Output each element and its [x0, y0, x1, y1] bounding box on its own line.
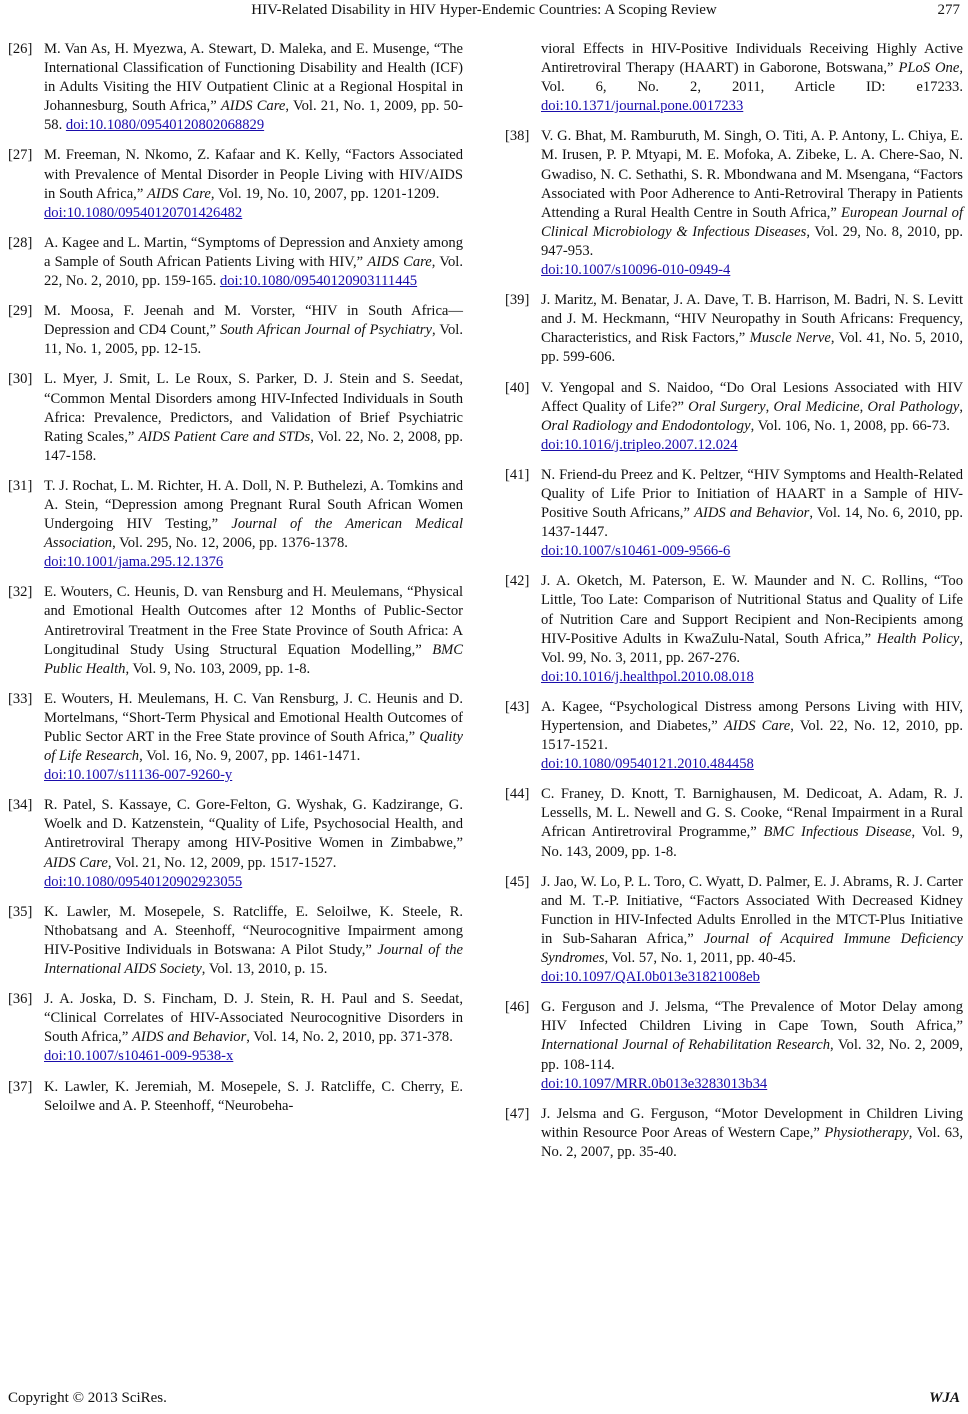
- doi-link[interactable]: doi:10.1097/QAI.0b013e31821008eb: [541, 969, 760, 986]
- journal-title: Oral Radiology and Endodontology: [541, 417, 751, 434]
- reference-segment: , Vol. 106, No. 1, 2008, pp. 66-73.: [750, 417, 950, 434]
- reference-segment: L. Myer, J. Smit, L. Le Roux, S. Parker, D. J. Stein and S. Seedat, “Common Mental Disorders among HIV-Infected Individuals in South Africa: Prevalence, Predictors, and Validation of Brief Psychiatric Rating Scales,”: [44, 371, 463, 445]
- reference-entry: [505, 291, 963, 367]
- reference-number: [31]: [8, 477, 33, 494]
- reference-text: [44, 583, 463, 678]
- reference-segment: T. J. Rochat, L. M. Richter, H. A. Doll, N. P. Buthelezi, A. Tomkins and A. Stein, “Depression among Pregnant Rural South African Women Undergoing HIV Testing,”: [44, 477, 463, 533]
- reference-segment: , Vol. 99, No. 3, 2011, pp. 267-276.: [541, 630, 963, 666]
- journal-title: AIDS Care: [146, 185, 211, 202]
- reference-number: [38]: [505, 128, 530, 145]
- reference-number: [32]: [8, 584, 33, 601]
- reference-segment: M. Moosa, F. Jeenah and M. Vorster, “HIV in South Africa—Depression and CD4 Count,”: [44, 303, 463, 339]
- reference-number: [39]: [505, 292, 530, 309]
- journal-title: BMC Infectious Disease: [763, 824, 912, 841]
- reference-segment: , Vol. 16, No. 9, 2007, pp. 1461-1471.: [139, 748, 361, 765]
- journal-title: AIDS Care: [367, 253, 432, 270]
- running-title: HIV-Related Disability in HIV Hyper-Endemic Countries: A Scoping Review: [251, 2, 717, 18]
- reference-entry: [505, 127, 963, 280]
- journal-title: Journal of the American Medical Association: [44, 516, 463, 552]
- reference-segment: ,: [765, 398, 774, 415]
- doi-link[interactable]: doi:10.1371/journal.pone.0017233: [541, 98, 744, 115]
- reference-number: [505, 40, 541, 116]
- doi-link[interactable]: doi:10.1001/jama.295.12.1376: [44, 554, 224, 571]
- reference-segment: R. Patel, S. Kassaye, C. Gore-Felton, G. Wyshak, G. Kadzirange, G. Woelk and D. Katzenstein, “Quality of Life, Psychosocial Health, and Antiretroviral Therapy among HIV-Positive Women in Zimbabwe,”: [44, 797, 463, 852]
- references-left-column: [8, 40, 463, 1127]
- reference-segment: , Vol. 41, No. 5, 2010, pp. 599-606.: [541, 330, 964, 366]
- reference-number: [33]: [8, 690, 33, 707]
- reference-segment: ,: [959, 398, 963, 415]
- reference-number: [37]: [8, 1078, 33, 1095]
- reference-entry: [8, 796, 463, 891]
- doi-link[interactable]: doi:10.1080/09540121.2010.484458: [541, 756, 754, 773]
- reference-segment: J. Maritz, M. Benatar, J. A. Dave, T. B. Harrison, M. Badri, N. S. Levitt and J. M. Heckmann, “HIV Neuropathy in South Africans: Frequency, Characteristics, and Risk Factors,”: [541, 292, 963, 347]
- reference-segment: C. Franey, D. Knott, T. Barnighausen, M. Dedicoat, A. Adam, R. J. Lessells, M. L. Newell and G. S. Cooke, “Renal Impairment in a Rural African Antiretroviral Programme,”: [541, 786, 963, 841]
- reference-text: [541, 1105, 963, 1162]
- reference-segment: , Vol. 13, 2010, p. 15.: [201, 961, 328, 978]
- page-header: [0, 0, 968, 24]
- reference-number: [35]: [8, 903, 33, 920]
- reference-entry: [505, 466, 963, 561]
- reference-number: [45]: [505, 873, 530, 890]
- reference-entry: [8, 1078, 463, 1116]
- reference-segment: A. Kagee and L. Martin, “Symptoms of Depression and Anxiety among a Sample of South African Patients Living with HIV,”: [44, 234, 463, 270]
- journal-title: Journal of Acquired Immune Deficiency Syndromes: [541, 930, 963, 967]
- reference-segment: J. A. Oketch, M. Paterson, E. W. Maunder and N. C. Rollins, “Too Little, Too Late: Comparison of Nutritional Status and Quality of Life of Nutrition Care and Support Recipient and Non-Recipients among HIV-Positive Adults in KwaZulu-Natal, South Africa,”: [541, 573, 963, 647]
- journal-title: AIDS and Behavior: [694, 505, 810, 522]
- doi-link[interactable]: doi:10.1080/09540120902923055: [44, 873, 243, 890]
- reference-segment: , Vol. 9, No. 143, 2009, pp. 1-8.: [541, 824, 963, 860]
- doi-link[interactable]: doi:10.1007/s11136-007-9260-y: [44, 767, 233, 784]
- journal-title: AIDS Patient Care and STDs: [138, 428, 311, 445]
- reference-segment: N. Friend-du Preez and K. Peltzer, “HIV Symptoms and Health-Related Quality of Life Prior to Initiation of HAART in a Sample of HIV-Positive South Africans,”: [541, 466, 963, 522]
- reference-segment: , Vol. 9, No. 103, 2009, pp. 1-8.: [125, 660, 311, 677]
- reference-entry: [505, 998, 963, 1093]
- doi-link[interactable]: doi:10.1080/09540120903111445: [219, 273, 418, 290]
- reference-text: [541, 291, 963, 367]
- reference-text: [541, 466, 963, 561]
- journal-title: European Journal of Clinical Microbiology & Infectious Diseases: [541, 204, 963, 240]
- reference-text: [44, 302, 463, 359]
- page-number: 277: [937, 2, 960, 18]
- reference-segment: , Vol. 22, No. 2, 2008, pp. 147-158.: [44, 428, 463, 464]
- reference-text: [44, 903, 463, 979]
- reference-entry: [505, 785, 963, 861]
- reference-number: [46]: [505, 999, 530, 1016]
- reference-entry: [8, 302, 463, 359]
- reference-segment: E. Wouters, H. Meulemans, H. C. Van Rensburg, J. C. Heunis and D. Mortelmans, “Short-Term Physical and Emotional Health Outcomes of Public Sector ART in the Free State province of South Africa,”: [44, 690, 463, 745]
- reference-segment: , Vol. 295, No. 12, 2006, pp. 1376-1378.: [112, 535, 348, 552]
- doi-link[interactable]: doi:10.1007/s10461-009-9566-6: [541, 543, 731, 560]
- reference-segment: , Vol. 22, No. 12, 2010, pp. 1517-1521.: [541, 718, 964, 754]
- copyright-notice: Copyright © 2013 SciRes.: [8, 1390, 167, 1406]
- reference-text: [541, 785, 963, 861]
- reference-segment: , Vol. 6, No. 2, 2011, Article ID: e17233.: [541, 60, 963, 96]
- reference-entry: [8, 234, 463, 291]
- reference-segment: , Vol. 32, No. 2, 2009, pp. 108-114.: [541, 1037, 964, 1073]
- reference-number: [28]: [8, 234, 33, 251]
- reference-segment: K. Lawler, K. Jeremiah, M. Mosepele, S. J. Ratcliffe, C. Cherry, E. Seloilwe and A. P. Steenhoff, “Neurobeha-: [44, 1078, 463, 1114]
- reference-entry: [8, 903, 463, 979]
- reference-text: [541, 698, 963, 774]
- reference-segment: V. G. Bhat, M. Ramburuth, M. Singh, O. Titi, A. P. Antony, L. Chiya, E. M. Irusen, P. P. Mtyapi, M. E. Mofoka, A. Zibeke, L. A. Chere-Sao, N. Gwadiso, N. C. Sethathi, S. R. Mbondwana and M. Msengana, “Factors Associated with Poor Adherence to Anti-Retroviral Therapy in Patients Attending a Rural Health Centre in South Africa,”: [541, 128, 963, 221]
- reference-text: [44, 477, 463, 572]
- reference-text: [541, 572, 963, 687]
- reference-number: [30]: [8, 371, 33, 388]
- reference-text: [541, 998, 963, 1093]
- journal-title: AIDS Care: [44, 854, 108, 871]
- reference-number: [47]: [505, 1105, 530, 1122]
- reference-text: [44, 796, 463, 891]
- journal-title: Oral Surgery: [688, 398, 766, 415]
- journal-title: PLoS One: [898, 60, 960, 77]
- reference-segment: J. Jao, W. Lo, P. L. Toro, C. Wyatt, D. Palmer, E. J. Abrams, R. J. Carter and M. T.-P. Initiative, “Factors Associated With Decreased Kidney Function in HIV-Infected Adults Enrolled in the MTCT-Plus Initiative in Sub-Saharan Africa,”: [541, 873, 963, 947]
- reference-segment: vioral Effects in HIV-Positive Individuals Receiving Highly Active Antiretroviral Therapy (HAART) in Gaborone, Botswana,”: [541, 41, 963, 77]
- reference-number: [44]: [505, 786, 530, 803]
- reference-segment: M. Van As, H. Myezwa, A. Stewart, D. Maleka, and E. Musenge, “The International Classification of Functioning Disability and Health (ICF) in Adults Visiting the HIV Outpatient Clinic at a Regional Hospital in Johannesburg, South Africa,”: [44, 41, 463, 115]
- doi-link[interactable]: doi:10.1080/09540120701426482: [44, 204, 243, 221]
- reference-entry: [505, 1105, 963, 1162]
- reference-number: [41]: [505, 466, 530, 483]
- reference-text: [44, 990, 463, 1066]
- journal-title: AIDS and Behavior: [131, 1029, 247, 1046]
- journal-title: International Journal of Rehabilitation Research: [541, 1037, 830, 1054]
- journal-title: Physiotherapy: [824, 1124, 909, 1141]
- reference-text: [541, 127, 963, 280]
- reference-segment: A. Kagee, “Psychological Distress among Persons Living with HIV, Hypertension, and Diabetes,”: [541, 698, 963, 734]
- reference-text: [44, 370, 463, 465]
- reference-entry: [8, 370, 463, 465]
- reference-text: [541, 873, 963, 988]
- reference-number: [29]: [8, 303, 33, 320]
- doi-link[interactable]: doi:10.1016/j.tripleo.2007.12.024: [541, 436, 738, 453]
- reference-segment: , Vol. 11, No. 1, 2005, pp. 12-15.: [44, 322, 463, 358]
- doi-link[interactable]: doi:10.1080/09540120802068829: [65, 117, 265, 134]
- reference-segment: , Vol. 14, No. 2, 2010, pp. 371-378.: [246, 1029, 453, 1046]
- reference-text: [44, 234, 463, 291]
- reference-segment: K. Lawler, M. Mosepele, S. Ratcliffe, E. Seloilwe, K. Steele, R. Nthobatsang and A. Steenhoff, “Neurocognitive Impairment among HIV-Positive Individuals in Botswana: A Pilot Study,”: [44, 903, 463, 958]
- reference-segment: G. Ferguson and J. Jelsma, “The Prevalence of Motor Delay among HIV Infected Children Living in Cape Town, South Africa,”: [541, 999, 963, 1035]
- reference-entry: [8, 690, 463, 785]
- journal-title: Oral Medicine: [773, 398, 860, 415]
- reference-segment: , Vol. 19, No. 10, 2007, pp. 1201-1209.: [210, 185, 440, 202]
- journal-title: Muscle Nerve: [749, 330, 831, 347]
- reference-entry: [8, 146, 463, 222]
- journal-title: Health Policy: [876, 630, 960, 647]
- reference-entry: [505, 698, 963, 774]
- reference-text: [44, 1078, 463, 1116]
- doi-link[interactable]: doi:10.1097/MRR.0b013e3283013b34: [541, 1075, 768, 1092]
- references-right-column: [505, 40, 963, 1173]
- journal-title: AIDS Care: [723, 718, 791, 734]
- reference-entry: [505, 873, 963, 988]
- reference-segment: , Vol. 14, No. 6, 2010, pp. 1437-1447.: [541, 505, 963, 541]
- reference-segment: ,: [859, 398, 868, 415]
- reference-segment: J. Jelsma and G. Ferguson, “Motor Development in Children Living within Resource Poor Areas of Western Cape,”: [541, 1105, 963, 1141]
- reference-text: [541, 379, 963, 455]
- journal-title: Quality of Life Research: [44, 729, 463, 765]
- reference-text: [44, 690, 463, 785]
- reference-segment: , Vol. 22, No. 2, 2010, pp. 159-165.: [44, 253, 463, 290]
- reference-text: [44, 146, 463, 222]
- reference-entry: [8, 583, 463, 678]
- reference-segment: , Vol. 57, No. 1, 2011, pp. 40-45.: [604, 950, 796, 967]
- reference-number: [34]: [8, 797, 33, 814]
- journal-title: Oral Pathology: [867, 398, 960, 415]
- reference-entry: [505, 40, 963, 116]
- reference-number: [42]: [505, 573, 530, 590]
- doi-link[interactable]: doi:10.1007/s10096-010-0949-4: [541, 262, 731, 279]
- reference-text: [541, 40, 963, 116]
- journal-abbreviation: WJA: [929, 1390, 960, 1406]
- reference-number: [43]: [505, 698, 530, 715]
- page-footer: [0, 1388, 968, 1412]
- reference-number: [27]: [8, 147, 33, 164]
- journal-title: BMC Public Health: [44, 641, 463, 677]
- doi-link[interactable]: doi:10.1007/s10461-009-9538-x: [44, 1048, 234, 1065]
- reference-number: [26]: [8, 41, 33, 57]
- reference-number: [40]: [505, 379, 530, 396]
- journal-title: South African Journal of Psychiatry: [220, 322, 432, 339]
- journal-title: Journal of the International AIDS Society: [44, 941, 463, 978]
- reference-segment: , Vol. 21, No. 12, 2009, pp. 1517-1527.: [107, 854, 337, 871]
- reference-entry: [505, 572, 963, 687]
- journal-title: AIDS Care: [220, 98, 286, 115]
- reference-text: [44, 40, 463, 135]
- reference-segment: E. Wouters, C. Heunis, D. van Rensburg and H. Meulemans, “Physical and Emotional Health Outcomes after 12 Months of Public-Sector Antiretroviral Treatment in the Free State Province of South Africa: A Longitudinal Study Using Structural Equation Modelling,”: [44, 584, 463, 658]
- reference-number: [36]: [8, 991, 33, 1008]
- reference-entry: [8, 990, 463, 1066]
- reference-entry: [8, 477, 463, 572]
- reference-segment: V. Yengopal and S. Naidoo, “Do Oral Lesions Associated with HIV Affect Quality of Life?”: [541, 379, 963, 415]
- reference-segment: , Vol. 21, No. 1, 2009, pp. 50-58.: [44, 98, 464, 134]
- reference-segment: , Vol. 63, No. 2, 2007, pp. 35-40.: [541, 1124, 963, 1160]
- reference-segment: J. A. Joska, D. S. Fincham, D. J. Stein, R. H. Paul and S. Seedat, “Clinical Correlates of HIV-Associated Neurocognitive Disorders in South Africa,”: [44, 991, 463, 1046]
- reference-segment: , Vol. 29, No. 8, 2010, pp. 947-953.: [541, 223, 963, 259]
- reference-segment: M. Freeman, N. Nkomo, Z. Kafaar and K. Kelly, “Factors Associated with Prevalence of Mental Disorder in People Living with HIV/AIDS in South Africa,”: [44, 147, 463, 202]
- doi-link[interactable]: doi:10.1016/j.healthpol.2010.08.018: [541, 668, 754, 685]
- reference-entry: [505, 379, 963, 455]
- reference-entry: [8, 40, 463, 135]
